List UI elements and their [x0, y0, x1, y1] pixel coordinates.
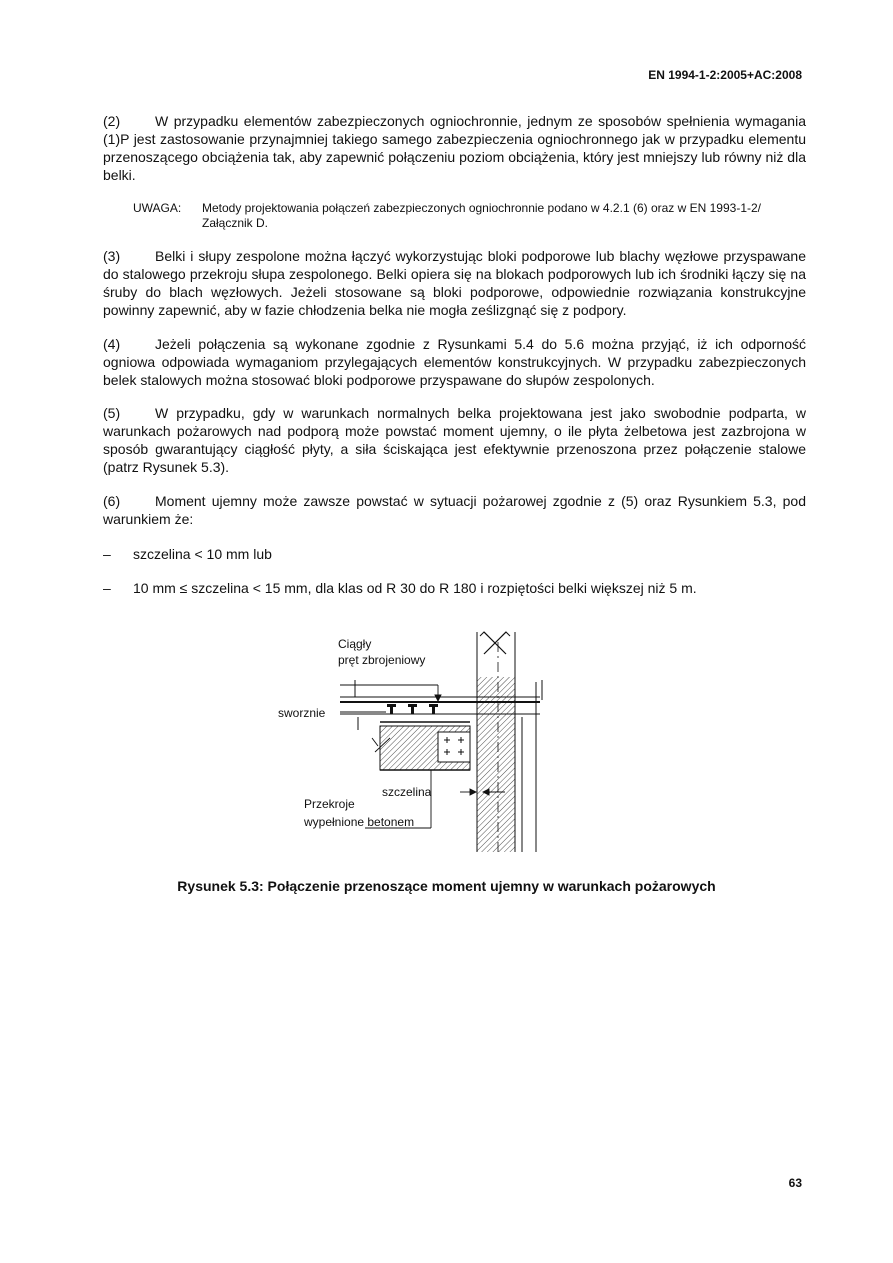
list-item-text: szczelina < 10 mm lub — [133, 546, 272, 562]
paragraph-text: Moment ujemny może zawsze powstać w sytuacji pożarowej zgodnie z (5) oraz Rysunkiem 5.3, pod warunkiem że: — [103, 493, 806, 527]
note-text: Metody projektowania połączeń zabezpieczonych ogniochronnie podano w 4.2.1 (6) oraz w EN 1993-1-2/ Załącznik D. — [202, 201, 762, 230]
label-sections-1: Przekroje — [304, 797, 355, 811]
page-number: 63 — [788, 1176, 802, 1190]
label-sections-2: wypełnione betonem — [304, 815, 415, 829]
paragraph-text: W przypadku elementów zabezpieczonych ogniochronnie, jednym ze sposobów spełnienia wymagania (1)P jest zastosowanie przynajmniej takiego samego zabezpieczenia ogniochronnego jak w przypadku elementu przenoszącego obciążenia tak, aby zapewnić połączeniu poziom obciążenia, który jest mniejszy lub równy niż dla belki. — [103, 113, 806, 183]
paragraph-4 — [103, 335, 806, 389]
label-rebar-2: pręt zbrojeniowy — [338, 653, 426, 667]
section-cut-icon — [480, 632, 510, 654]
label-gap: szczelina — [382, 785, 432, 799]
list-item-text: 10 mm ≤ szczelina < 15 mm, dla klas od R 30 do R 180 i rozpiętości belki większej niż 5 m. — [133, 580, 697, 596]
paragraph-text: Belki i słupy zespolone można łączyć wykorzystując bloki podporowe lub blachy węzłowe przyspawane do stalowego przekroju słupa zespolonego. Belki opiera się na blokach podporowych lub ich środniki łączy się na śruby do blach węzłowych. Jeżeli stosowane są bloki podporowe, odpowiednie rozwiązania konstrukcyjne powinny zapewnić, aby w fazie chłodzenia belka nie mogła ześlizgnąć się z podpory. — [103, 248, 806, 318]
paragraph-3 — [103, 247, 806, 319]
paragraph-2 — [103, 112, 806, 184]
figure-caption: Rysunek 5.3: Połączenie przenoszące moment ujemny w warunkach pożarowych — [177, 878, 716, 894]
paragraph-5 — [103, 404, 806, 476]
paragraph-number: (4) — [103, 336, 121, 352]
paragraph-number: (2) — [103, 113, 121, 129]
note-label: UWAGA: — [133, 201, 182, 215]
connection-diagram — [270, 622, 570, 862]
bolted-connection — [438, 732, 470, 762]
list-item — [103, 545, 272, 563]
paragraph-number: (5) — [103, 405, 121, 421]
paragraph-6 — [103, 492, 806, 528]
label-studs: sworznie — [278, 706, 326, 720]
list-item — [103, 579, 697, 597]
label-rebar-1: Ciągły — [338, 637, 372, 651]
shear-studs-icon — [387, 704, 438, 714]
document-header: EN 1994-1-2:2005+AC:2008 — [648, 68, 802, 82]
list-dash: – — [103, 580, 111, 596]
column — [477, 632, 536, 852]
paragraph-text: Jeżeli połączenia są wykonane zgodnie z Rysunkami 5.4 do 5.6 można przyjąć, iż ich odporność ogniowa odpowiada wymaganiom przylegających elementów konstrukcyjnych. W przypadku zabezpieczonych belek stalowych można stosować bloki podporowe przyspawane do słupów zespolonych. — [103, 336, 806, 388]
list-dash: – — [103, 546, 111, 562]
paragraph-number: (6) — [103, 493, 121, 509]
paragraph-number: (3) — [103, 248, 121, 264]
paragraph-text: W przypadku, gdy w warunkach normalnych belka projektowana jest jako swobodnie podparta, w warunkach pożarowych nad podporą może powstać moment ujemny, o ile płyta żelbetowa jest zazbrojona w sposób gwarantujący ciągłość płyty, a siła ściskająca jest efektywnie przenoszona przez połączenie stalowe (patrz Rysunek 5.3). — [103, 405, 806, 475]
